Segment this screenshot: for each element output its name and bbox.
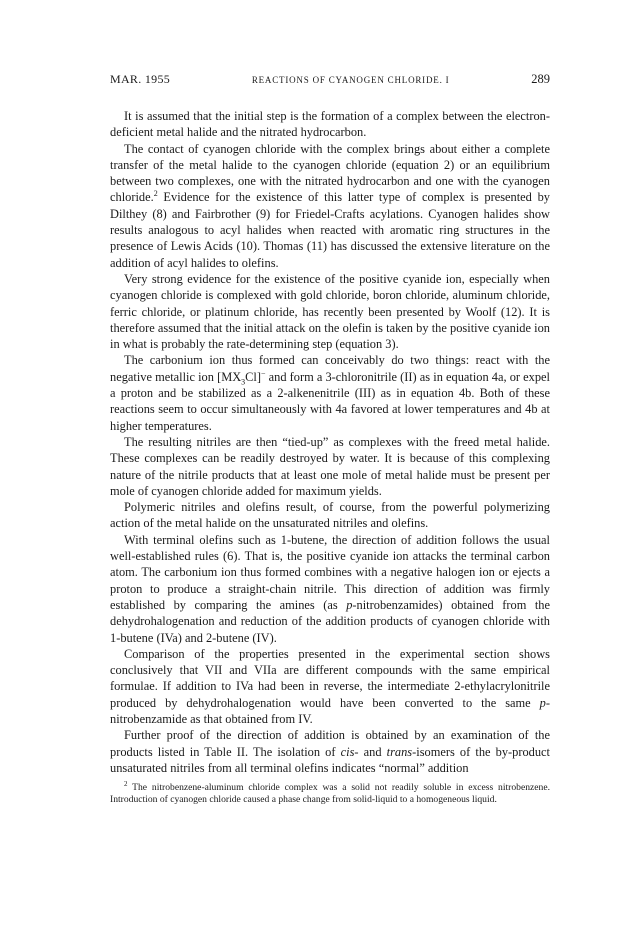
article-body <box>110 108 550 776</box>
paragraph-9 <box>110 727 550 776</box>
paragraph-8-text-b: -nitrobenzamide as that obtained from IV. <box>110 695 550 726</box>
footnote <box>110 779 550 806</box>
footnote-text: The nitrobenzene-aluminum chloride complex was a solid not readily soluble in excess nitrobenzene. Introduction of cyanogen chloride caused a phase change from solid-liquid to a homogeneous liquid. <box>110 782 550 806</box>
issue-date: MAR. 1955 <box>110 72 171 86</box>
paragraph-9-text-b: - and <box>354 744 387 759</box>
footnote-reference[interactable]: 2 <box>153 189 158 199</box>
paragraph-8-italic: p <box>539 695 546 710</box>
paragraph-9-trans: trans <box>386 744 413 759</box>
paragraph-9-cis: cis <box>340 744 355 759</box>
paragraph-4-text-c: and form a 3-chloronitrile (II) as in equation 4a, or expel a proton and be stabilized as a 2-alkenenitrile (III) as in equation 4b. Both of these reactions seem to occur simultaneously with 4a favored at lower temperatures and 4b at higher temperatures. <box>110 369 550 433</box>
paragraph-4-text-a: The carbonium ion thus formed can conceivably do two things: react with the negative metallic ion [MX <box>110 353 550 384</box>
paragraph-2 <box>110 141 550 271</box>
paragraph-4 <box>110 352 550 433</box>
paragraph-5-text: The resulting nitriles are then “tied-up” as complexes with the freed metal halide. These complexes can be readily destroyed by water. It is because of this complexing nature of the nitrile products that at least one mole of metal halide must be present per mole of cyanogen chloride added for maximum yields. <box>110 434 550 498</box>
paragraph-1-text: It is assumed that the initial step is the formation of a complex between the electron-deficient metal halide and the nitrated hydrocarbon. <box>110 109 550 140</box>
paragraph-9-text-c: -isomers of the by-product unsaturated nitriles from all terminal olefins indicates “normal” addition <box>110 744 550 775</box>
paragraph-5 <box>110 434 550 499</box>
paragraph-1 <box>110 108 550 141</box>
paragraph-3 <box>110 271 550 352</box>
running-head <box>110 72 550 90</box>
paragraph-9-text-a: Further proof of the direction of addition is obtained by an examination of the products listed in Table II. The isolation of <box>110 728 550 759</box>
paragraph-6-text: Polymeric nitriles and olefins result, of course, from the powerful polymerizing action of the metal halide on the unsaturated nitriles and olefins. <box>110 500 550 531</box>
paragraph-4-superscript: − <box>261 368 266 378</box>
paragraph-4-subscript: 3 <box>241 377 246 387</box>
page-number: 289 <box>531 72 550 86</box>
footnote-mark: 2 <box>124 779 128 788</box>
paragraph-7-italic: p <box>346 597 353 612</box>
paragraph-7-text-a: With terminal olefins such as 1-butene, the direction of addition follows the usual well-established rules (6). That is, the positive cyanide ion attacks the terminal carbon atom. The carbonium ion thus formed combines with a negative halogen ion or ejects a proton to produce a straight-chain nitrile. This direction of addition was firmly established by comparing the amines (as <box>110 532 550 612</box>
paragraph-3-text: Very strong evidence for the existence of the positive cyanide ion, especially when cyanogen chloride is complexed with gold chloride, boron chloride, aluminum chloride, ferric chloride, or platinum chloride, has recently been presented by Woolf (12). It is therefore assumed that the initial attack on the olefin is taken by the positive cyanide ion in what is probably the rate-determining step (equation 3). <box>110 271 550 352</box>
paragraph-8 <box>110 646 550 727</box>
paragraph-6 <box>110 499 550 532</box>
paragraph-4-text-b: Cl] <box>245 369 262 384</box>
paragraph-8-text-a: Comparison of the properties presented in the experimental section shows conclusively that VII and VIIa are different compounds with the same empirical formulae. If addition to IVa had been in reverse, the intermediate 2-ethylacrylonitrile produced by dehydrohalogenation would have been converted to the same <box>110 646 550 710</box>
paragraph-2-text-b: Evidence for the existence of this latter type of complex is presented by Dilthey (8) and Fairbrother (9) for Friedel-Crafts acylations. Cyanogen halides show results analogous to acyl halides when reacted with aromatic ring structures in the presence of Lewis Acids (10). Thomas (11) has discussed the extensive literature on the addition of acyl halides to olefins. <box>110 190 550 270</box>
journal-page <box>110 72 550 807</box>
footnote-2 <box>110 779 550 806</box>
paragraph-2-text-a: The contact of cyanogen chloride with the complex brings about either a complete transfer of the metal halide to the cyanogen chloride (equation 2) or an equilibrium between two complexes, one with the nitrated hydrocarbon and one with the cyanogen chloride. <box>110 141 550 205</box>
paragraph-7 <box>110 532 550 646</box>
running-title: REACTIONS OF CYANOGEN CHLORIDE. I <box>251 75 450 85</box>
paragraph-7-text-b: -nitrobenzamides) obtained from the dehydrohalogenation and reduction of the addition products of cyanogen chloride with 1-butene (IVa) and 2-butene (IV). <box>110 597 550 645</box>
